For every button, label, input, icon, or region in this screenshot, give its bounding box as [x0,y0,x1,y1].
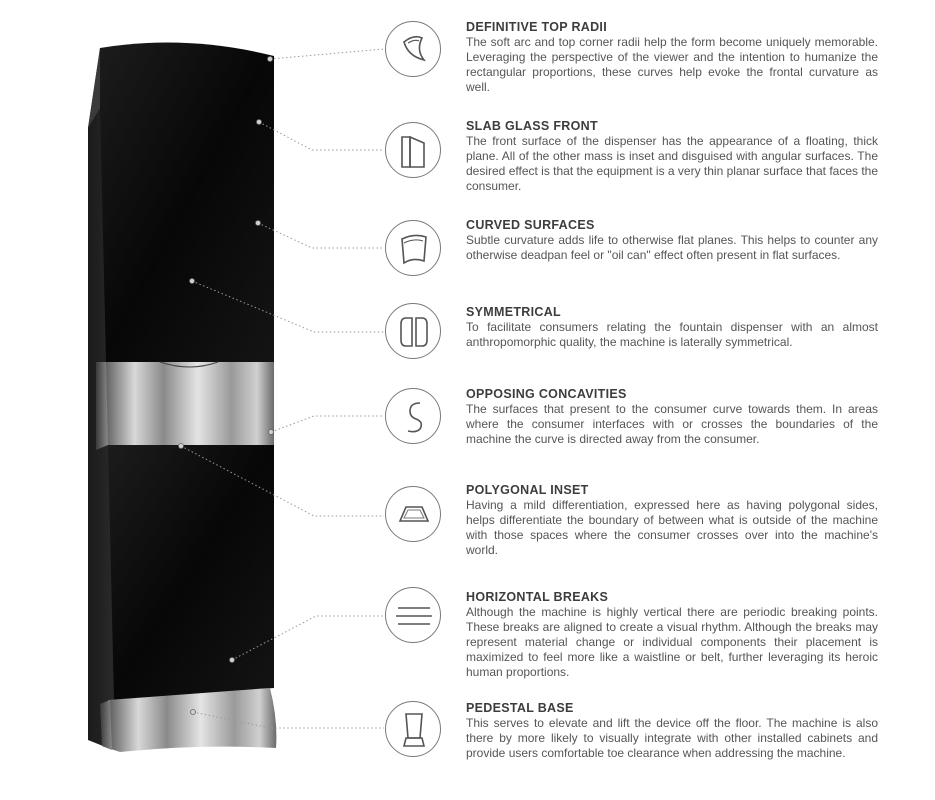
feature-polygonal-inset [466,483,878,558]
machine-metal-band [96,362,274,450]
feature-title: DEFINITIVE TOP RADII [466,20,607,34]
symmetry-icon [385,303,441,359]
feature-opposing-concavities [466,387,878,447]
slab-glass-icon [385,122,441,178]
feature-title: PEDESTAL BASE [466,701,574,715]
leader-dot [230,658,235,663]
feature-horizontal-breaks [466,590,878,680]
leader-dot [256,221,261,226]
feature-title: SYMMETRICAL [466,305,561,319]
concavity-icon [385,388,441,444]
feature-slab-glass [466,119,878,194]
leader-dot [268,57,273,62]
feature-title: OPPOSING CONCAVITIES [466,387,627,401]
leader-dot [257,120,262,125]
feature-description: To facilitate consumers relating the fountain dispenser with an almost anthropomorphic quality, the machine is laterally symmetrical. [466,320,878,349]
pedestal-icon [385,701,441,757]
feature-title: SLAB GLASS FRONT [466,119,598,133]
leader-dot [269,430,274,435]
feature-description: The surfaces that present to the consumer curve towards them. In areas where the consumer interfaces with or crosses the boundaries of the machine the curve is directed away from the consumer. [466,402,878,446]
top-radii-icon [385,21,441,77]
feature-description: This serves to elevate and lift the device off the floor. The machine is also there by more likely to visually integrate with other installed cabinets and provide users comfortable toe clearance when addressing the machine. [466,716,878,760]
feature-description: Although the machine is highly vertical there are periodic breaking points. These breaks are aligned to create a visual rhythm. Although the breaks may represent material change or individual components their placement is maximized to feel more like a waistline or belt, further leveraging its heroic human proportions. [466,605,878,679]
feature-curved-surfaces [466,218,878,263]
leader-line [259,122,384,150]
feature-title: HORIZONTAL BREAKS [466,590,609,604]
feature-top-radii [466,20,878,95]
feature-description: Having a mild differentiation, expressed here as having polygonal sides, helps differentiate the boundary of between what is outside of the machine with those spaces where the consumer crosses over into the machine's world. [466,498,878,557]
leader-dot [190,279,195,284]
leader-line [270,49,384,59]
machine-front-lower [108,445,274,700]
leader-line [258,223,384,248]
leader-line [271,416,384,432]
feature-description: The soft arc and top corner radii help the form become uniquely memorable. Leveraging the perspective of the viewer and the intention to humanize the rectangular proportions, these curves help evoke the frontal curvature as well. [466,35,878,94]
feature-description: Subtle curvature adds life to otherwise flat planes. This helps to counter any otherwise deadpan feel or "oil can" effect often present in flat surfaces. [466,233,878,262]
feature-pedestal-base [466,701,878,761]
leader-dot [179,444,184,449]
polygon-inset-icon [385,486,441,542]
curved-surface-icon [385,220,441,276]
feature-title: CURVED SURFACES [466,218,595,232]
leader-dot [191,710,196,715]
feature-title: POLYGONAL INSET [466,483,589,497]
horizontal-lines-icon [385,587,441,643]
feature-description: The front surface of the dispenser has the appearance of a floating, thick plane. All of the other mass is inset and disguised with angular surfaces. The desired effect is that the equipment is a very thin planar surface that faces the consumer. [466,134,879,193]
feature-symmetrical [466,305,878,350]
machine-front-upper [100,43,274,362]
